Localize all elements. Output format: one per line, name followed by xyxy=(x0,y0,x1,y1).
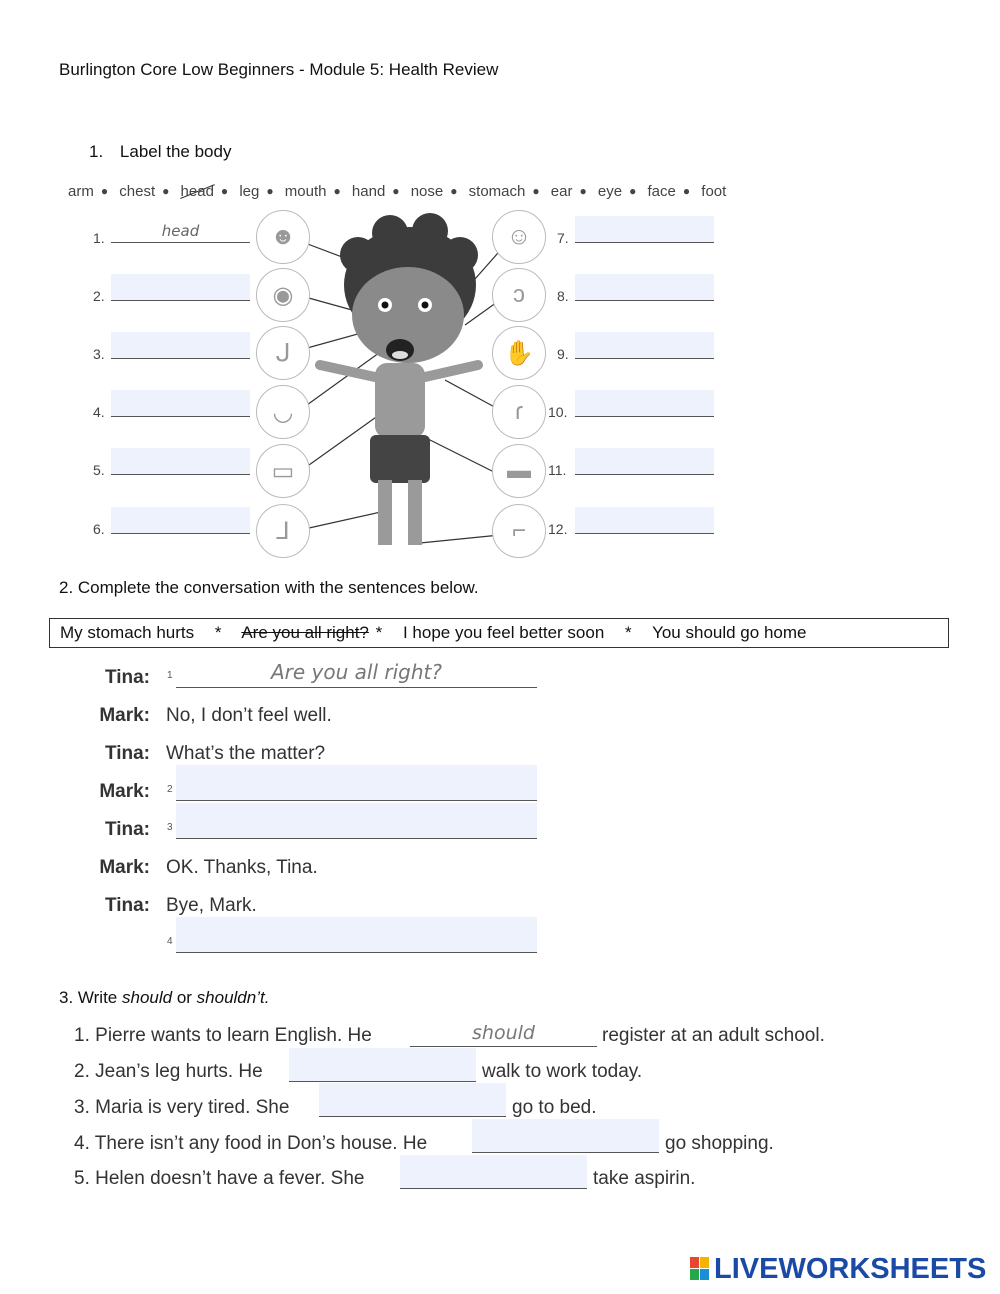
sentence-option: Are you all right? xyxy=(241,623,369,642)
ear-picture-icon: ↄ xyxy=(492,268,546,322)
should-input-4[interactable] xyxy=(472,1119,659,1153)
section2-heading: 2. Complete the conversation with the sentences below. xyxy=(59,578,479,597)
label-input-6[interactable] xyxy=(111,507,250,534)
label-input-4[interactable] xyxy=(111,390,250,417)
sentence-item-2: 2. Jean’s leg hurts. He xyxy=(74,1061,263,1082)
should-input-2[interactable] xyxy=(289,1048,476,1082)
liveworksheets-logo-icon xyxy=(690,1257,710,1281)
sentence-item-3: 3. Maria is very tired. She xyxy=(74,1097,290,1118)
sentence-item-3-end: go to bed. xyxy=(512,1097,597,1118)
dialogue-line: No, I don’t feel well. xyxy=(166,705,332,726)
arm-picture-icon: ɾ xyxy=(492,385,546,439)
label-number: 1. xyxy=(93,230,105,246)
word-bank-item: arm xyxy=(68,183,94,200)
label-number: 12. xyxy=(548,521,568,537)
word-bank-item: head xyxy=(180,183,214,200)
speaker-label: Tina: xyxy=(104,895,150,916)
sentence-item-2-end: walk to work today. xyxy=(482,1061,643,1082)
speaker-label: Tina: xyxy=(104,667,150,688)
label-number: 5. xyxy=(93,462,105,478)
dialogue-input-2[interactable] xyxy=(176,765,537,801)
dialogue-answer-1: Are you all right? xyxy=(176,660,537,688)
sentence-option: My stomach hurts xyxy=(60,623,195,642)
liveworksheets-logo[interactable] xyxy=(690,1253,986,1286)
blank-number: 3 xyxy=(167,822,173,833)
speaker-label: Mark: xyxy=(99,781,150,802)
section1-heading xyxy=(89,142,231,162)
sentence-item-4-end: go shopping. xyxy=(665,1133,774,1154)
word-bank-item: leg xyxy=(239,183,260,200)
label-number: 10. xyxy=(548,404,568,420)
label-number: 7. xyxy=(557,230,569,246)
sentence-item-4: 4. There isn’t any food in Don’s house. He xyxy=(74,1133,428,1154)
label-input-10[interactable] xyxy=(575,390,714,417)
label-input-9[interactable] xyxy=(575,332,714,359)
logo-text: LIVEWORKSHEETS xyxy=(714,1253,987,1285)
label-number: 11. xyxy=(548,462,567,478)
label-input-3[interactable] xyxy=(111,332,250,359)
face-picture-icon: ☺ xyxy=(492,210,546,264)
speaker-label: Mark: xyxy=(99,857,150,878)
sentence-item-1: 1. Pierre wants to learn English. He xyxy=(74,1025,372,1046)
foot-picture-icon: ⌐ xyxy=(492,504,546,558)
word-bank-item: foot xyxy=(701,183,727,200)
head-picture-icon: ☻ xyxy=(256,210,310,264)
dialogue-line: Bye, Mark. xyxy=(166,895,257,916)
word-bank-item: mouth xyxy=(284,183,327,200)
sentence-bank: My stomach hurts * Are you all right? * I hope you feel better soon * You should go home xyxy=(49,618,949,648)
label-answer-1: head xyxy=(111,218,250,243)
blank-number: 2 xyxy=(167,784,173,795)
should-input-5[interactable] xyxy=(400,1155,587,1189)
mouth-picture-icon: ◡ xyxy=(256,385,310,439)
sentence-item-5: 5. Helen doesn’t have a fever. She xyxy=(74,1168,365,1189)
section1-title: Label the body xyxy=(119,142,232,161)
label-input-12[interactable] xyxy=(575,507,714,534)
should-answer-1: should xyxy=(410,1022,597,1047)
eye-picture-icon: ◉ xyxy=(256,268,310,322)
sentence-option: You should go home xyxy=(652,623,807,642)
chest-picture-icon: ▭ xyxy=(256,444,310,498)
should-input-3[interactable] xyxy=(319,1083,506,1117)
label-input-7[interactable] xyxy=(575,216,714,243)
dialogue-input-3[interactable] xyxy=(176,803,537,839)
sentence-option: I hope you feel better soon xyxy=(402,623,605,642)
label-input-8[interactable] xyxy=(575,274,714,301)
speaker-label: Tina: xyxy=(104,743,150,764)
speaker-label: Tina: xyxy=(104,819,150,840)
word-bank-item: face xyxy=(647,183,676,200)
leg-picture-icon: ⅃ xyxy=(256,504,310,558)
label-input-11[interactable] xyxy=(575,448,714,475)
blank-number: 1 xyxy=(167,670,173,681)
word-bank-item: nose xyxy=(410,183,444,200)
label-number: 8. xyxy=(557,288,569,304)
dialogue-line: What’s the matter? xyxy=(166,743,326,764)
nose-picture-icon: ᒍ xyxy=(256,326,310,380)
word-bank-item: stomach xyxy=(468,183,526,200)
label-number: 2. xyxy=(93,288,105,304)
word-bank-item: ear xyxy=(550,183,573,200)
word-bank-item: chest xyxy=(119,183,156,200)
label-number: 9. xyxy=(557,346,569,362)
sentence-item-5-end: take aspirin. xyxy=(593,1168,696,1189)
page-title: Burlington Core Low Beginners - Module 5: Health Review xyxy=(59,60,499,79)
label-number: 6. xyxy=(93,521,105,537)
word-bank: arm ● chest ● head ● leg ● mouth ● hand ● nose ● stomach ● ear ● eye ● face ● foot xyxy=(68,183,727,200)
blank-number: 4 xyxy=(167,936,173,947)
sentence-item-1-end: register at an adult school. xyxy=(602,1025,825,1046)
section3-heading: 3. Write should or shouldn’t. xyxy=(59,988,270,1007)
label-number: 3. xyxy=(93,346,105,362)
word-bank-item: eye xyxy=(597,183,623,200)
dialogue-line: OK. Thanks, Tina. xyxy=(166,857,318,878)
label-input-5[interactable] xyxy=(111,448,250,475)
section1-number: 1. xyxy=(89,142,104,161)
stomach-picture-icon: ▬ xyxy=(492,444,546,498)
speaker-label: Mark: xyxy=(99,705,150,726)
hand-picture-icon: ✋ xyxy=(492,326,546,380)
label-number: 4. xyxy=(93,404,105,420)
dialogue-input-4[interactable] xyxy=(176,917,537,953)
word-bank-item: hand xyxy=(351,183,386,200)
label-input-2[interactable] xyxy=(111,274,250,301)
